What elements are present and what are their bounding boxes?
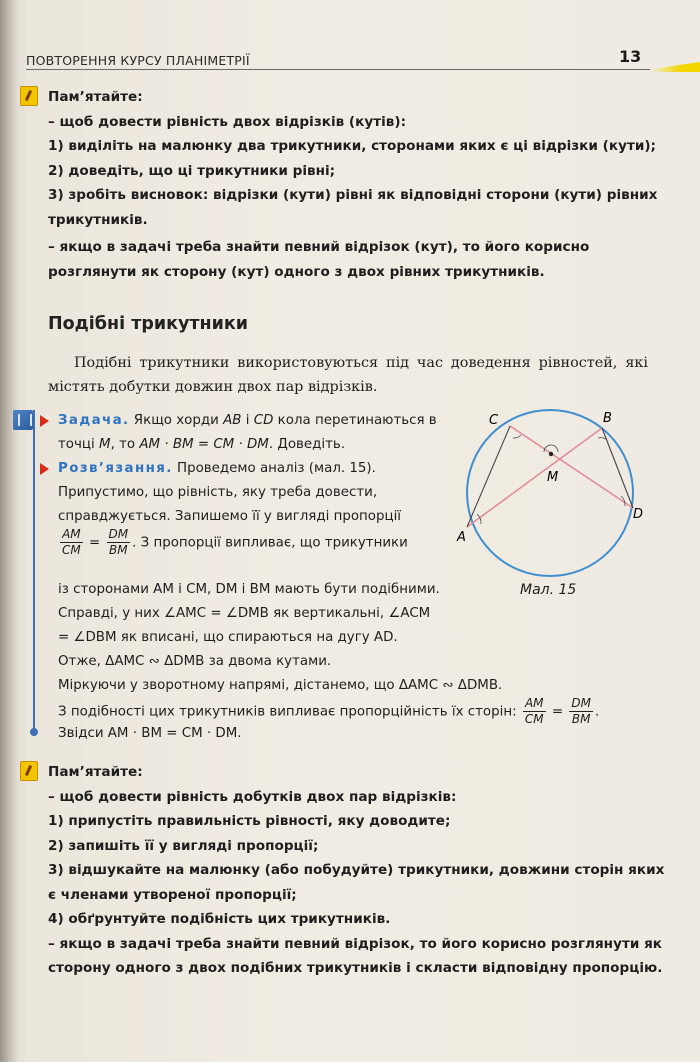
task-statement	[58, 409, 444, 457]
solution-text: Звідси AM · BM = CM · DM.	[58, 726, 242, 741]
task-text: Якщо хорди	[133, 413, 219, 428]
task-text: і	[245, 413, 250, 428]
solution-text: Міркуючи у зворотному напрямі, дістанемо, що ΔAMC ∾ ΔDMB.	[58, 678, 503, 693]
solution-text: З подібності цих трикутників випливає пропорційність їх сторін:	[58, 704, 517, 720]
task-label: Задача.	[58, 413, 130, 428]
memo-box-similar-triangles	[20, 760, 670, 1010]
fraction-am-cm: $\frac{AM}{CM}$	[62, 527, 81, 557]
memo-line: – якщо в задачі треба знайти певний відрізок (кут), то його корисно розглянути як сторону (кут) одного з двох рівних трикутників.	[48, 239, 590, 280]
chord-cd-line	[510, 426, 633, 508]
angle-mark-c	[513, 435, 521, 438]
solution-reverse	[58, 674, 648, 698]
memo-title: Пам’ятайте:	[48, 89, 143, 105]
fraction-dm-bm-final: $\frac{DM}{BM}$	[571, 696, 591, 726]
solution-text: . З пропорції випливає, що трикутники	[132, 535, 408, 551]
solution-label: Розв’язання.	[58, 461, 173, 476]
section-title: Подібні трикутники	[48, 314, 249, 334]
memo-line: 3) відшукайте на малюнку (або побудуйте) трикутники, довжини сторін яких є членами утвореної пропорції;	[48, 862, 665, 903]
memo-line: – щоб довести рівність двох відрізків (кутів):	[48, 113, 407, 130]
memo-line: 1) припустіть правильність рівності, яку доводите;	[48, 813, 451, 829]
solution-final	[58, 722, 648, 746]
solution-text: Припустимо, що рівність, яку треба довести, справджується. Запишемо її у вигляді пропорції	[58, 485, 402, 524]
task-margin-bar-end	[30, 728, 38, 736]
point-m: M	[99, 437, 111, 452]
task-text: . Доведіть.	[268, 437, 346, 452]
memo-line: 3) зробіть висновок: відрізки (кути) рівні як відповідні сторони (кути) рівних трикутників.	[48, 187, 658, 228]
memo-title: Пам’ятайте:	[48, 764, 143, 780]
pencil-icon	[20, 761, 38, 781]
header-rule	[26, 69, 650, 70]
task-book-icon	[13, 410, 33, 430]
memo-line: 2) доведіть, що ці трикутники рівні;	[48, 162, 336, 179]
figure-caption: Мал. 15	[520, 582, 577, 598]
chord-cd: CD	[253, 413, 274, 428]
fraction-dm-bm: $\frac{DM}{BM}$	[108, 527, 129, 557]
solution-proportion-line: $\frac{AM}{CM}$ = $\frac{DM}{BM}$ . З пропорції випливає, що трикутники	[62, 527, 408, 557]
label-m: M	[547, 470, 559, 485]
circle-chords-figure	[455, 408, 655, 608]
solution-text: Проведемо аналіз (мал. 15).	[177, 461, 376, 476]
memo-line: – якщо в задачі треба знайти певний відрізок, то його корисно розглянути як сторону одного з двох подібних трикутників і скласти відповідну пропорцію.	[48, 935, 663, 976]
section-intro: Подібні трикутники використовуються під час доведення рівностей, які містять добутки довжин двох пар відрізків.	[48, 355, 648, 395]
label-c: C	[489, 413, 499, 428]
task-margin-bar	[33, 410, 35, 732]
task-text: , то	[110, 437, 136, 452]
solution-conclusion-line: З подібності цих трикутників випливає пропорційність їх сторін: $\frac{AM}{CM}$ = $\frac{DM}{BM}$ .	[58, 696, 600, 726]
solution-text: із сторонами AM і CM, DM і BM мають бути подібними. Справді, у них ∠AMC = ∠DMB як вертикальні, ∠ACM = ∠DBM як вписані, що спираються на дугу AD. Отже, ΔAMC ∾ ΔDMB за двома кутами.	[58, 582, 440, 669]
running-head: ПОВТОРЕННЯ КУРСУ ПЛАНІМЕТРІЇ	[26, 53, 250, 68]
solution-arrow-icon	[40, 463, 49, 475]
memo-box-equal-triangles	[20, 85, 670, 295]
solution-part1	[58, 457, 444, 529]
point-m-dot	[549, 452, 553, 456]
task-arrow-icon	[40, 415, 49, 427]
page-header	[26, 44, 700, 74]
label-a: A	[457, 530, 466, 545]
fraction-am-cm-final: $\frac{AM}{CM}$	[524, 696, 544, 726]
memo-line: 2) запишіть її у вигляді пропорції;	[48, 837, 319, 854]
pencil-icon	[20, 86, 38, 106]
memo-line: 4) обґрунтуйте подібність цих трикутників.	[48, 911, 391, 927]
circle	[467, 410, 633, 576]
page-number: 13	[619, 47, 642, 66]
task-text: кола перетинаються в точці	[58, 413, 437, 452]
label-b: B	[603, 411, 612, 426]
memo-line: 1) виділіть на малюнку два трикутники, сторонами яких є ці відрізки (кути);	[48, 138, 656, 154]
label-d: D	[633, 507, 644, 522]
chord-ab: AB	[223, 413, 242, 428]
header-accent-stripe	[651, 62, 700, 72]
task-equation: AM · BM = CM · DM	[139, 437, 269, 452]
memo-line: – щоб довести рівність добутків двох пар відрізків:	[48, 788, 457, 805]
book-spine-shadow	[0, 0, 18, 1062]
solution-part2	[58, 578, 444, 674]
